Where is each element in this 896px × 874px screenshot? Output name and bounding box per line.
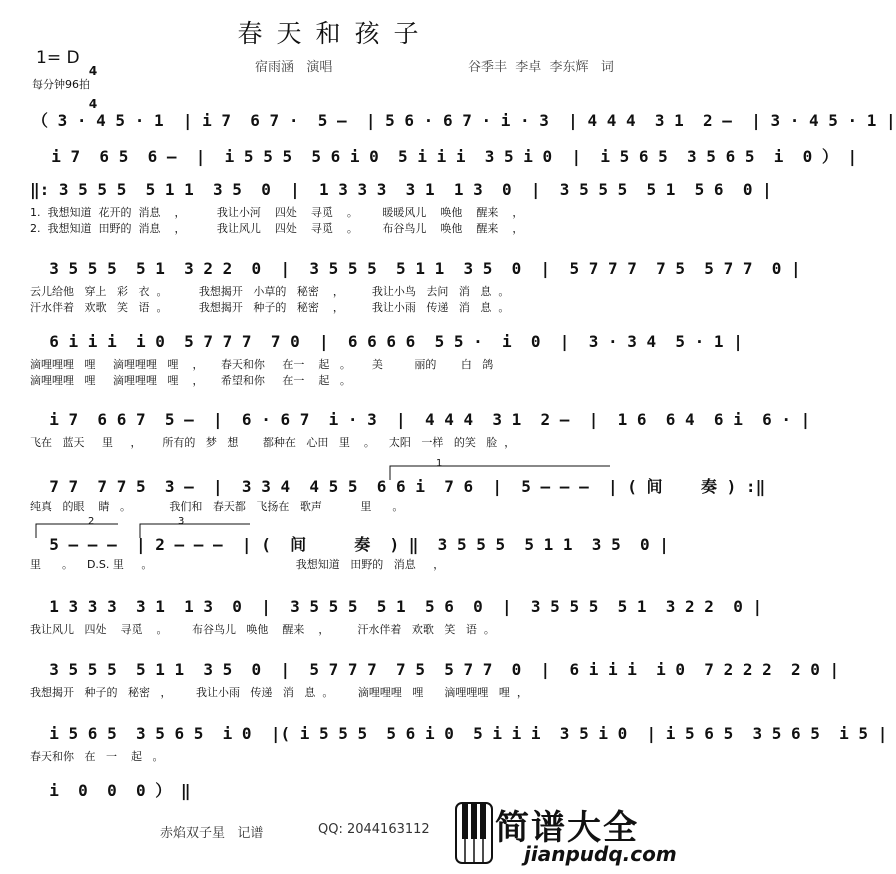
time-sig-top: 4 (88, 64, 98, 78)
lyric-line-verse-2: 滴哩哩哩 哩 滴哩哩哩 哩 ， 希望和你 在一 起 。 (30, 374, 351, 387)
note-line: 5 – – – | 2 – – – | ( 间 奏 ) ‖ 3 5 5 5 5 1 1 3 5 0 | (30, 535, 669, 554)
score-row (0, 144, 858, 184)
transcriber-credit: 赤焰双子星 记谱 (160, 826, 264, 841)
note-line: ‖: 3 5 5 5 5 1 1 3 5 0 | 1 3 3 3 3 1 1 3 0 | 3 5 5 5 5 1 5 6 0 | (30, 180, 772, 199)
lyric-line: 里 。 D.S. 里 。 我想知道 田野的 消息 ， (30, 558, 445, 571)
score-row (0, 332, 743, 387)
note-line: i 5 6 5 3 5 6 5 i 0 |( i 5 5 5 5 6 i 0 5 i i i 3 5 i 0 | i 5 6 5 3 5 6 5 i 5 | (30, 724, 888, 743)
lyricist-credit: 谷季丰 李卓 李东辉 词 (468, 60, 614, 75)
note-line: 3 5 5 5 5 1 1 3 5 0 | 5 7 7 7 7 5 5 7 7 0 | 6 i i i i 0 7 2 2 2 2 0 | (30, 660, 840, 679)
lyric-line: 我想揭开 种子的 秘密 ， 我让小雨 传递 消 息 。 滴哩哩哩 哩 滴哩哩哩 哩 ， (30, 686, 528, 699)
score-row (0, 660, 840, 700)
score-row (0, 532, 670, 572)
note-line: 6 i i i i 0 5 7 7 7 7 0 | 6 6 6 6 5 5 · i 0 | 3 · 3 4 5 · 1 | (30, 332, 743, 351)
lyric-line: 春天和你 在 一 起 。 (30, 750, 164, 763)
key-signature: 1= D (36, 48, 80, 68)
score-row (0, 597, 763, 637)
note-line: 1 3 3 3 3 1 1 3 0 | 3 5 5 5 5 1 5 6 0 | 3 5 5 5 5 1 3 2 2 0 | (30, 597, 763, 616)
score-row (0, 724, 888, 764)
site-url[interactable]: jianpudq.com (524, 842, 677, 866)
tempo-marking: 每分钟96拍 (32, 78, 90, 91)
piano-keys-icon (455, 802, 495, 866)
note-line: i 7 6 6 7 5 – | 6 · 6 7 i · 3 | 4 4 4 3 1 2 – | 1 6 6 4 6 i 6 · | (30, 410, 811, 429)
time-sig-bottom: 4 (88, 97, 98, 111)
lyric-line: 我让风儿 四处 寻觅 。 布谷鸟儿 唤他 醒来 ， 汗水伴着 欢歌 笑 语 。 (30, 623, 495, 636)
score-row (0, 108, 896, 148)
note-line: （ 3 · 4 5 · 1 | i 7 6 7 · 5 – | 5 6 · 6 7 · i · 3 | 4 4 4 3 1 2 – | 3 · 4 5 · 1 | (32, 111, 896, 130)
volta-1-number: 1 (436, 458, 443, 469)
note-line: 3 5 5 5 5 1 3 2 2 0 | 3 5 5 5 5 1 1 3 5 0 | 5 7 7 7 7 5 5 7 7 0 | (30, 259, 801, 278)
lyric-line-verse-2: 汗水伴着 欢歌 笑 语 。 我想揭开 种子的 秘密 ， 我让小雨 传递 消 息 。 (30, 301, 510, 314)
song-title: 春天和孩子 (237, 19, 433, 48)
site-brand: 简谱大全 (495, 808, 639, 848)
lyric-line: 纯真 的眼 睛 。 我们和 春天都 飞扬在 歌声 里 。 (30, 500, 404, 513)
note-line: i 7 6 5 6 – | i 5 5 5 5 6 i 0 5 i i i 3 5 i 0 | i 5 6 5 3 5 6 5 i 0 ） | (32, 147, 858, 166)
note-line: 7 7 7 7 5 3 – | 3 3 4 4 5 5 6 6 i 7 6 | 5 – – – | ( 间 奏 ) :‖ (30, 477, 766, 496)
lyric-line-verse-1: 1. 我想知道 花开的 消息 ， 我让小河 四处 寻觅 。 暖暖风儿 唤他 醒来 ， (30, 206, 524, 219)
lyric-line-verse-2: 2. 我想知道 田野的 消息 ， 我让风儿 四处 寻觅 。 布谷鸟儿 唤他 醒来 ， (30, 222, 524, 235)
volta-2-number: 2 (88, 516, 95, 527)
qq-contact: QQ: 2044163112 (318, 822, 430, 837)
volta-3-number: 3 (178, 516, 185, 527)
score-row (0, 180, 772, 235)
note-line: i 0 0 0 ） ‖ (30, 781, 191, 800)
score-row (0, 259, 801, 314)
lyric-line-verse-1: 云儿给他 穿上 彩 衣 。 我想揭开 小草的 秘密 ， 我让小鸟 去问 消 息 。 (30, 285, 510, 298)
lyric-line: 飞在 蓝天 里 ， 所有的 梦 想 都种在 心田 里 。 太阳 一样 的笑 脸 ， (30, 436, 516, 449)
lyric-line-verse-1: 滴哩哩哩 哩 滴哩哩哩 哩 ， 春天和你 在一 起 。 美 丽的 白 鸽 (30, 358, 494, 371)
score-row (0, 474, 766, 514)
performer-credit: 宿雨涵 演唱 (255, 60, 333, 75)
score-row (0, 410, 811, 450)
